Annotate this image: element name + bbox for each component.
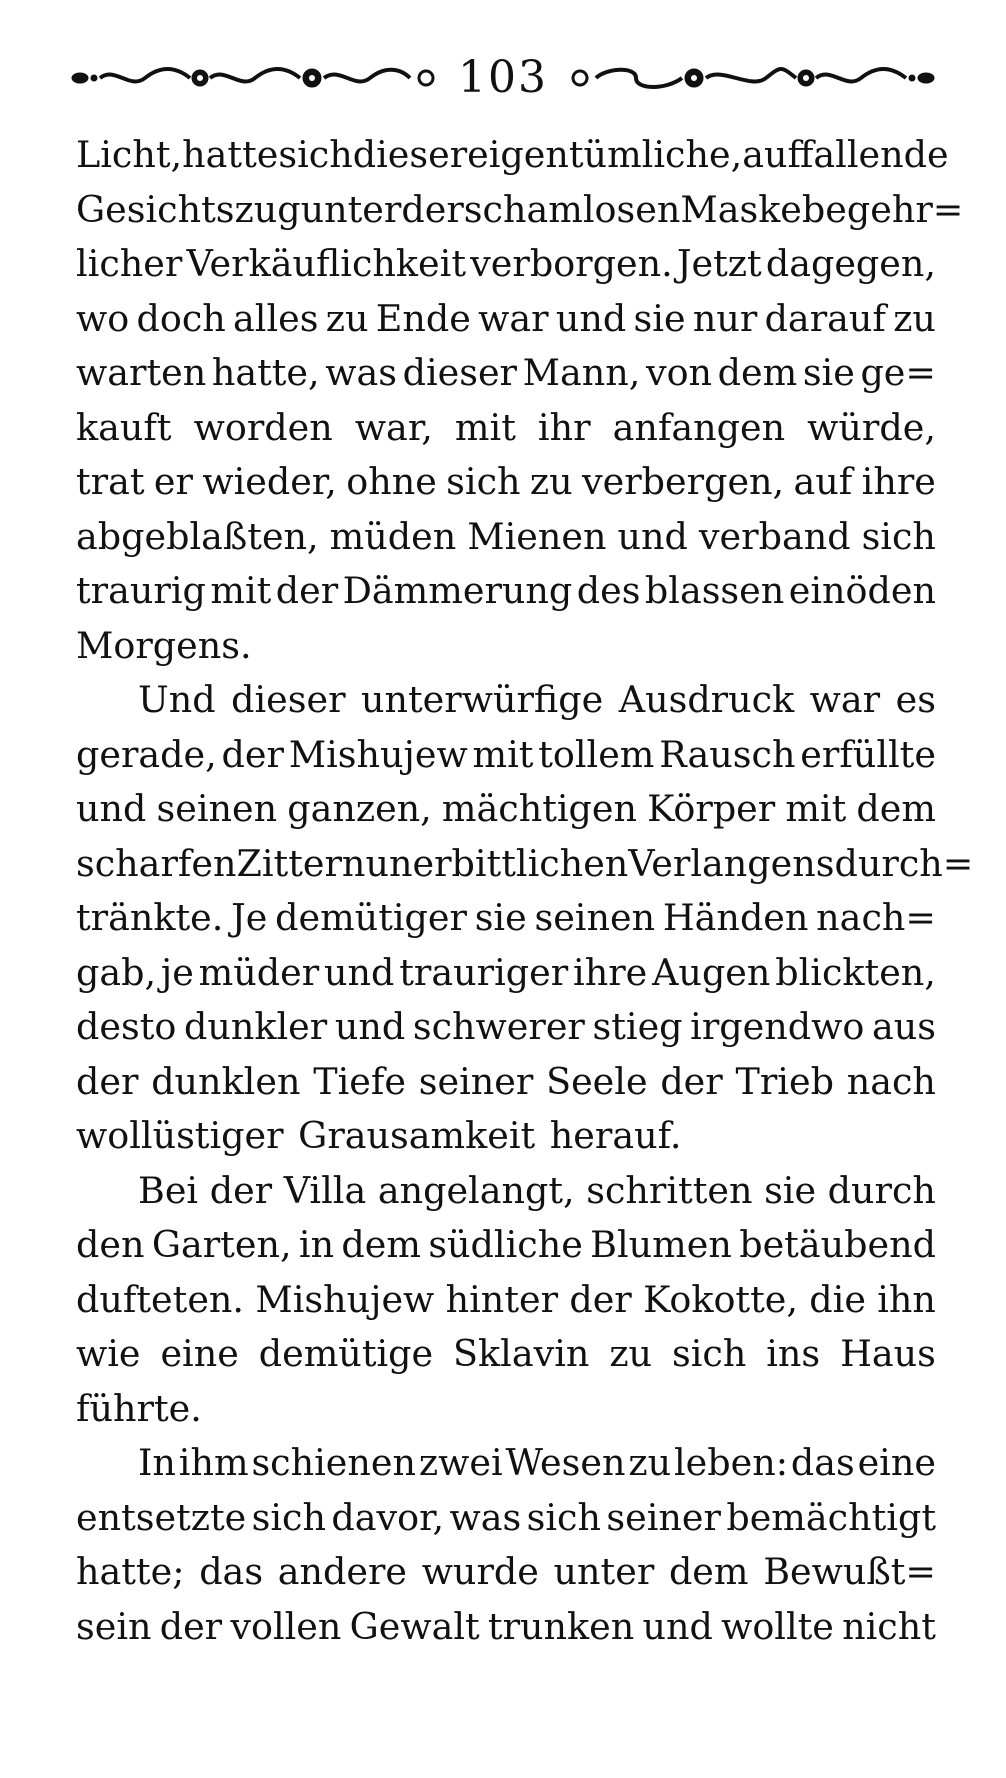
word: ihr bbox=[537, 405, 591, 449]
word: Grausamkeit bbox=[298, 1114, 536, 1157]
word: ins bbox=[766, 1332, 821, 1375]
word: entsetzte bbox=[76, 1495, 247, 1539]
word: zu bbox=[609, 1332, 653, 1375]
word: tränkte. bbox=[76, 896, 224, 939]
word: Trieb bbox=[735, 1059, 834, 1103]
text-line bbox=[76, 183, 964, 238]
word: dieser bbox=[352, 133, 468, 176]
word: Blumen bbox=[590, 1223, 732, 1266]
word: Wesen bbox=[505, 1441, 626, 1484]
page-number: 103 bbox=[458, 52, 548, 103]
word: Villa bbox=[283, 1168, 367, 1212]
word: der bbox=[275, 569, 339, 612]
word: verbergen, bbox=[582, 460, 785, 503]
page-header bbox=[70, 48, 936, 108]
word: nicht bbox=[842, 1604, 936, 1648]
word: wurde bbox=[421, 1550, 539, 1593]
right-ornament-icon bbox=[566, 63, 936, 93]
word: unerbittlichen bbox=[365, 841, 629, 885]
word: einöden bbox=[788, 569, 936, 612]
word: dufteten. bbox=[76, 1277, 245, 1321]
word: nur bbox=[692, 296, 758, 340]
word: Bei bbox=[138, 1168, 199, 1212]
word: des bbox=[576, 569, 641, 612]
word: mit bbox=[785, 787, 847, 830]
word: ihn bbox=[877, 1277, 936, 1321]
word: Mann, bbox=[522, 351, 641, 394]
word: Gesichtszug bbox=[76, 187, 301, 231]
word: sich bbox=[446, 460, 521, 503]
word: die bbox=[809, 1277, 866, 1321]
text-line bbox=[76, 292, 936, 347]
word: Garten, bbox=[151, 1223, 292, 1266]
word: zu bbox=[529, 460, 573, 503]
text-line bbox=[76, 782, 936, 837]
word: Jetzt bbox=[676, 242, 762, 285]
text-line bbox=[76, 891, 936, 946]
word: wollte bbox=[721, 1604, 834, 1648]
word: war bbox=[809, 678, 881, 721]
word: dem bbox=[717, 351, 798, 394]
word: und bbox=[617, 514, 688, 558]
word: Rausch bbox=[659, 732, 796, 776]
word: desto bbox=[76, 1005, 177, 1048]
word: und bbox=[76, 787, 147, 830]
word: der bbox=[221, 732, 284, 776]
word: eine bbox=[160, 1332, 239, 1375]
word: seinen bbox=[534, 896, 656, 939]
word: andere bbox=[277, 1550, 408, 1593]
word: und bbox=[334, 1005, 406, 1048]
word: Bewußt= bbox=[763, 1550, 936, 1593]
word: In bbox=[138, 1441, 176, 1484]
word: in bbox=[298, 1223, 335, 1266]
word: hatte bbox=[182, 133, 279, 176]
word: sich bbox=[526, 1495, 602, 1539]
word: zu bbox=[325, 296, 369, 340]
text-line bbox=[76, 1382, 936, 1437]
word: es bbox=[895, 678, 936, 721]
word: was bbox=[449, 1495, 522, 1539]
word: erfüllte bbox=[800, 732, 936, 776]
word: Gewalt bbox=[349, 1604, 480, 1648]
word: schritten bbox=[586, 1168, 753, 1212]
word: dunklen bbox=[151, 1059, 301, 1103]
word: dem bbox=[341, 1223, 421, 1266]
word: müder bbox=[198, 950, 320, 994]
word: seiner bbox=[418, 1059, 534, 1103]
word: sich bbox=[861, 514, 936, 558]
word: durch bbox=[827, 1168, 936, 1212]
word: sich bbox=[671, 1332, 747, 1375]
word: dunkler bbox=[183, 1005, 328, 1048]
text-line bbox=[76, 1600, 936, 1655]
word: davor, bbox=[331, 1495, 445, 1539]
word: südliche bbox=[428, 1223, 583, 1266]
word: angelangt, bbox=[377, 1168, 575, 1212]
word: gab, bbox=[76, 950, 157, 994]
word: verband bbox=[698, 514, 851, 558]
word: und bbox=[555, 296, 627, 340]
word: je bbox=[160, 950, 194, 994]
word: Je bbox=[231, 896, 268, 939]
word: der bbox=[159, 1604, 223, 1648]
word: traurig bbox=[76, 569, 206, 612]
word: auf bbox=[793, 460, 853, 503]
text-line bbox=[76, 128, 949, 183]
word: durch= bbox=[834, 841, 974, 885]
word: zu bbox=[893, 296, 936, 340]
word: und bbox=[324, 950, 395, 994]
word: leben: bbox=[673, 1441, 788, 1484]
word: Mishujew bbox=[288, 732, 468, 776]
text-line bbox=[76, 1436, 936, 1491]
word: Zittern bbox=[236, 841, 366, 885]
word: das bbox=[199, 1550, 264, 1593]
word: Haus bbox=[840, 1332, 936, 1375]
word: auffallende bbox=[742, 133, 949, 176]
text-line bbox=[76, 510, 936, 565]
word: der bbox=[401, 187, 464, 231]
word: Und bbox=[138, 678, 216, 721]
left-ornament-icon bbox=[70, 63, 440, 93]
word: kauft bbox=[76, 405, 172, 449]
word: seinen bbox=[156, 787, 278, 830]
text-line bbox=[76, 619, 936, 674]
word: nach= bbox=[816, 896, 936, 939]
word: der bbox=[76, 1059, 139, 1103]
word: demütiger bbox=[275, 896, 467, 939]
word: mit bbox=[454, 405, 516, 449]
word: dieser bbox=[402, 351, 517, 394]
word: hinter bbox=[445, 1277, 559, 1321]
word: eine bbox=[857, 1441, 936, 1484]
word: Ausdruck bbox=[618, 678, 795, 721]
word: schwerer bbox=[412, 1005, 585, 1048]
word: sie bbox=[802, 351, 855, 394]
word: sie bbox=[764, 1168, 817, 1212]
word: scharfen bbox=[76, 841, 237, 885]
word: was bbox=[325, 351, 397, 394]
word: licher bbox=[76, 242, 183, 285]
word: ihre bbox=[573, 950, 648, 994]
word: alles bbox=[233, 296, 319, 340]
word: Mishujew bbox=[255, 1277, 435, 1321]
word: und bbox=[642, 1604, 713, 1648]
text-line bbox=[76, 946, 936, 1001]
word: sein bbox=[76, 1604, 152, 1648]
word: wieder, bbox=[202, 460, 337, 503]
word: Licht, bbox=[76, 133, 183, 176]
word: anfangen bbox=[612, 405, 786, 449]
word: zu bbox=[628, 1441, 672, 1484]
word: Händen bbox=[662, 896, 809, 939]
word: demütige bbox=[258, 1332, 434, 1375]
word: führte. bbox=[76, 1386, 202, 1430]
word: Mienen bbox=[467, 514, 607, 558]
word: wie bbox=[76, 1332, 141, 1375]
word: Dämmerung bbox=[342, 569, 573, 612]
word: der bbox=[569, 1277, 632, 1321]
word: bemächtigt bbox=[726, 1495, 936, 1539]
word: aus bbox=[871, 1005, 936, 1048]
word: darauf bbox=[764, 296, 886, 340]
word: unterwürfige bbox=[361, 678, 604, 721]
word: Sklavin bbox=[453, 1332, 590, 1375]
word: schienen bbox=[251, 1441, 417, 1484]
word: betäubend bbox=[739, 1223, 936, 1266]
word: ohne bbox=[346, 460, 437, 503]
text-line bbox=[76, 1491, 936, 1546]
word: dem bbox=[668, 1550, 749, 1593]
text-line bbox=[76, 346, 936, 401]
word: seiner bbox=[606, 1495, 721, 1539]
text-line bbox=[76, 1109, 936, 1164]
word: herauf. bbox=[549, 1114, 682, 1157]
word: mit bbox=[210, 569, 272, 612]
word: hatte; bbox=[76, 1550, 185, 1593]
word: verborgen. bbox=[470, 242, 673, 285]
word: stieg bbox=[592, 1005, 683, 1048]
word: trauriger bbox=[399, 950, 569, 994]
word: das bbox=[790, 1441, 855, 1484]
word: würde, bbox=[807, 405, 936, 449]
word: eigentümliche, bbox=[467, 133, 743, 176]
text-line bbox=[76, 455, 936, 510]
word: dieser bbox=[231, 678, 346, 721]
text-line bbox=[76, 564, 936, 619]
word: mit bbox=[472, 732, 534, 776]
text-line bbox=[76, 1327, 936, 1382]
word: sich bbox=[251, 1495, 327, 1539]
word: er bbox=[153, 460, 193, 503]
word: dagegen, bbox=[765, 242, 936, 285]
word: Ende bbox=[375, 296, 471, 340]
text-line bbox=[76, 237, 936, 292]
word: blassen bbox=[644, 569, 785, 612]
word: vollen bbox=[230, 1604, 342, 1648]
word: Kokotte, bbox=[643, 1277, 798, 1321]
word: war, bbox=[354, 405, 433, 449]
word: Verlangens bbox=[628, 841, 835, 885]
word: zwei bbox=[418, 1441, 503, 1484]
word: wo bbox=[76, 296, 130, 340]
word: doch bbox=[136, 296, 226, 340]
word: trat bbox=[76, 460, 145, 503]
word: irgendwo bbox=[690, 1005, 865, 1048]
word: hatte, bbox=[211, 351, 320, 394]
word: den bbox=[76, 1223, 145, 1266]
word: Augen bbox=[652, 950, 771, 994]
word: trunken bbox=[487, 1604, 635, 1648]
word: von bbox=[645, 351, 713, 394]
text-line bbox=[76, 1055, 936, 1110]
word: ge= bbox=[860, 351, 936, 394]
word: begehr= bbox=[801, 187, 964, 231]
word: dem bbox=[856, 787, 936, 830]
word: der bbox=[209, 1168, 273, 1212]
text-line bbox=[76, 401, 936, 456]
word: warten bbox=[76, 351, 207, 394]
word: ihre bbox=[861, 460, 936, 503]
word: wollüstiger bbox=[76, 1114, 284, 1157]
word: unter bbox=[300, 187, 402, 231]
word: Maske bbox=[680, 187, 802, 231]
word: Seele bbox=[546, 1059, 648, 1103]
word: Körper bbox=[647, 787, 776, 830]
word: ihm bbox=[178, 1441, 249, 1484]
word: unter bbox=[553, 1550, 655, 1593]
text-line bbox=[76, 1000, 936, 1055]
text-line bbox=[76, 1218, 936, 1273]
text-line bbox=[76, 673, 936, 728]
word: Morgens. bbox=[76, 623, 252, 667]
text-line bbox=[76, 1164, 936, 1219]
word: Verkäuflichkeit bbox=[186, 242, 466, 285]
word: schamlosen bbox=[463, 187, 681, 231]
word: sich bbox=[278, 133, 353, 176]
body-text bbox=[76, 128, 974, 1654]
word: sie bbox=[474, 896, 527, 939]
text-line bbox=[76, 837, 974, 892]
word: war bbox=[478, 296, 549, 340]
word: tollem bbox=[538, 732, 655, 776]
word: mächtigen bbox=[441, 787, 638, 830]
text-line bbox=[76, 1273, 936, 1328]
word: abgeblaßten, bbox=[76, 514, 319, 558]
text-line bbox=[76, 728, 936, 783]
word: gerade, bbox=[76, 732, 217, 776]
word: müden bbox=[329, 514, 457, 558]
word: nach bbox=[846, 1059, 936, 1103]
word: Tiefe bbox=[313, 1059, 406, 1103]
word: blickten, bbox=[775, 950, 936, 994]
word: worden bbox=[193, 405, 333, 449]
word: sie bbox=[633, 296, 686, 340]
text-line bbox=[76, 1545, 936, 1600]
word: ganzen, bbox=[287, 787, 432, 830]
word: der bbox=[660, 1059, 723, 1103]
